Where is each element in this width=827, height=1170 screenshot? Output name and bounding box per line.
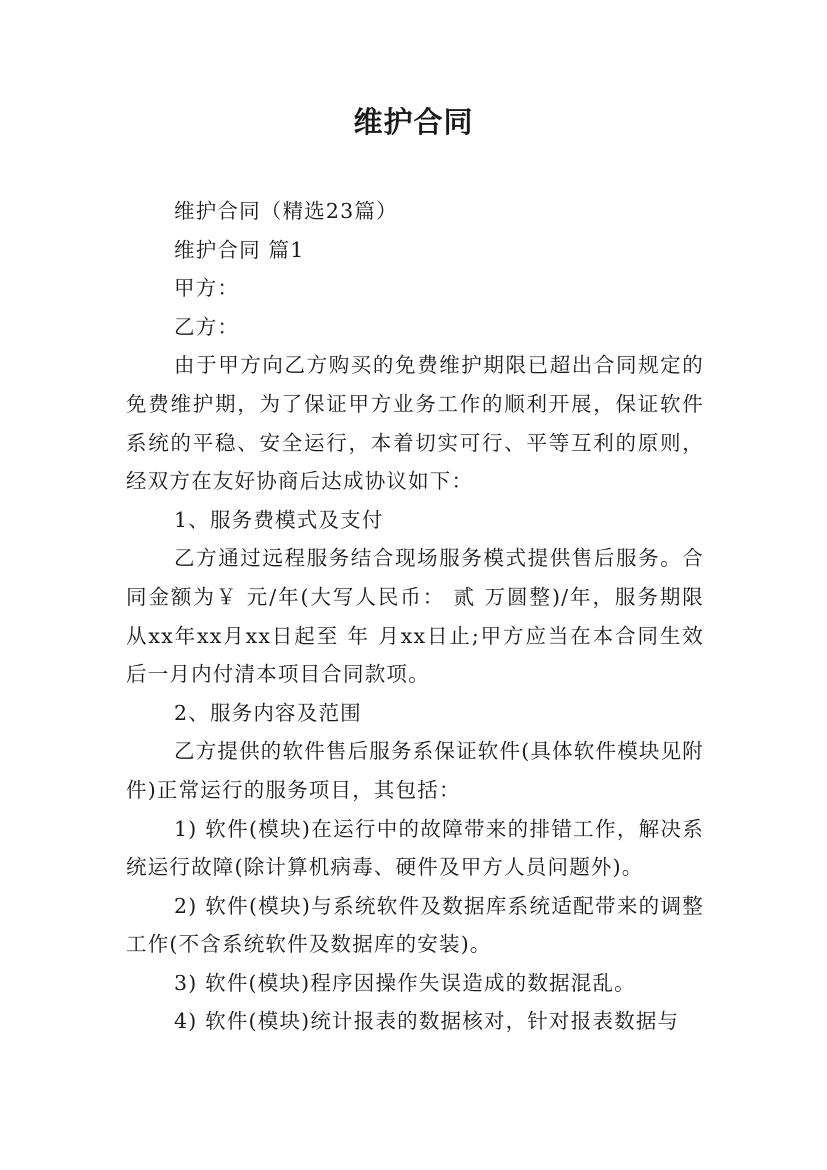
- scope-paragraph: 乙方提供的软件售后服务系保证软件(具体软件模块见附件)正常运行的服务项目，其包括：: [126, 739, 704, 802]
- document-body: [126, 192, 704, 1041]
- section-heading: 维护合同 篇1: [174, 237, 305, 262]
- list-item: 2) 软件(模块)与系统软件及数据库系统适配带来的调整工作(不含系统软件及数据库的安装)。: [126, 893, 704, 957]
- intro-paragraph: 由于甲方向乙方购买的免费维护期限已超出合同规定的免费维护期，为了保证甲方业务工作的顺利开展，保证软件系统的平稳、安全运行，本着切实可行、平等互利的原则，经双方在友好协商后达成协议如下：: [126, 353, 704, 494]
- document-title: 维护合同: [353, 105, 474, 139]
- party-b-line: 乙方：: [174, 314, 240, 339]
- fee-paragraph: 乙方通过远程服务结合现场服务模式提供售后服务。合同金额为￥ 元/年(大写人民币： 贰 万圆整)/年，服务期限从xx年xx月xx日起至 年 月xx日止;甲方应当在本合同生效后一月内付清本项目合同款项。: [126, 546, 704, 687]
- list-item: 1) 软件(模块)在运行中的故障带来的排错工作，解决系统运行故障(除计算机病毒、硬件及甲方人员问题外)。: [126, 816, 704, 880]
- subtitle-paragraph: 维护合同（精选23篇）: [174, 199, 398, 223]
- clause-heading: 2、服务内容及范围: [174, 700, 362, 725]
- list-item: 4) 软件(模块)统计报表的数据核对，针对报表数据与: [174, 1009, 680, 1034]
- party-a-line: 甲方：: [174, 276, 240, 301]
- clause-heading: 1、服务费模式及支付: [174, 507, 384, 532]
- list-item: 3) 软件(模块)程序因操作失误造成的数据混乱。: [174, 970, 636, 995]
